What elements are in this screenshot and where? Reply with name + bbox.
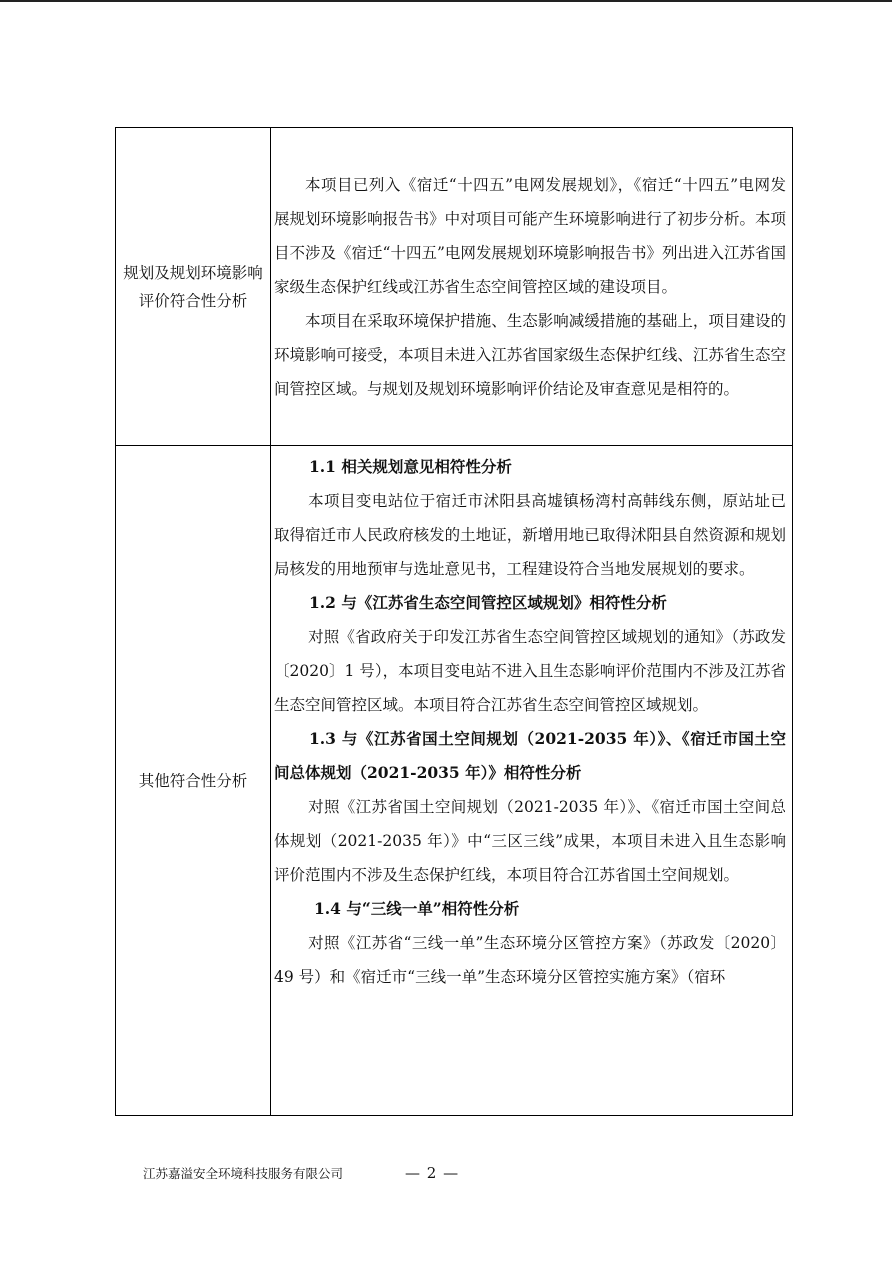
row-label: 其他符合性分析: [116, 446, 271, 1116]
row-content: [271, 128, 793, 446]
row-label: 规划及规划环境影响评价符合性分析: [116, 128, 271, 446]
section-heading: 1.3 与《江苏省国土空间规划（2021-2035 年）》、《宿迁市国土空间总体规划（2021-2035 年）》相符性分析: [274, 729, 786, 782]
section-heading: 1.1 相关规划意见相符性分析: [309, 457, 512, 476]
page-number: — 2 —: [405, 1164, 460, 1182]
paragraph: 本项目已列入《宿迁“十四五”电网发展规划》，《宿迁“十四五”电网发展规划环境影响报告书》中对项目可能产生环境影响进行了初步分析。本项目不涉及《宿迁“十四五”电网发展规划环境影响报告书》列出进入江苏省国家级生态保护红线或江苏省生态空间管控区域的建设项目。: [274, 175, 786, 296]
section-text: 本项目变电站位于宿迁市沭阳县高墟镇杨湾村高韩线东侧，原站址已取得宿迁市人民政府核发的土地证，新增用地已取得沭阳县自然资源和规划局核发的用地预审与选址意见书，工程建设符合当地发展规划的要求。: [274, 492, 786, 578]
compliance-table: [115, 127, 793, 1116]
section-text: 对照《江苏省国土空间规划（2021-2035 年）》、《宿迁市国土空间总体规划（2021-2035 年）》中“三区三线”成果，本项目未进入且生态影响评价范围内不涉及生态保护红线，本项目符合江苏省国土空间规划。: [274, 798, 786, 884]
row-content: [271, 446, 793, 1116]
section-text: 对照《江苏省“三线一单”生态环境分区管控方案》（苏政发〔2020〕49 号）和《宿迁市“三线一单”生态环境分区管控实施方案》（宿环: [274, 934, 786, 986]
table-row: [116, 446, 793, 1116]
section-heading: 1.4 与“三线一单”相符性分析: [314, 899, 520, 918]
section-heading: 1.2 与《江苏省生态空间管控区域规划》相符性分析: [309, 593, 667, 612]
top-border-line: [0, 0, 892, 2]
paragraph: 本项目在采取环境保护措施、生态影响减缓措施的基础上，项目建设的环境影响可接受，本项目未进入江苏省国家级生态保护红线、江苏省生态空间管控区域。与规划及规划环境影响评价结论及审查意见是相符的。: [274, 311, 786, 398]
section-text: 对照《省政府关于印发江苏省生态空间管控区域规划的通知》（苏政发〔2020〕1 号），本项目变电站不进入且生态影响评价范围内不涉及江苏省生态空间管控区域。本项目符合江苏省生态空间管控区域规划。: [274, 628, 786, 714]
table-row: [116, 128, 793, 446]
footer-company: 江苏嘉溢安全环境科技服务有限公司: [143, 1166, 344, 1181]
